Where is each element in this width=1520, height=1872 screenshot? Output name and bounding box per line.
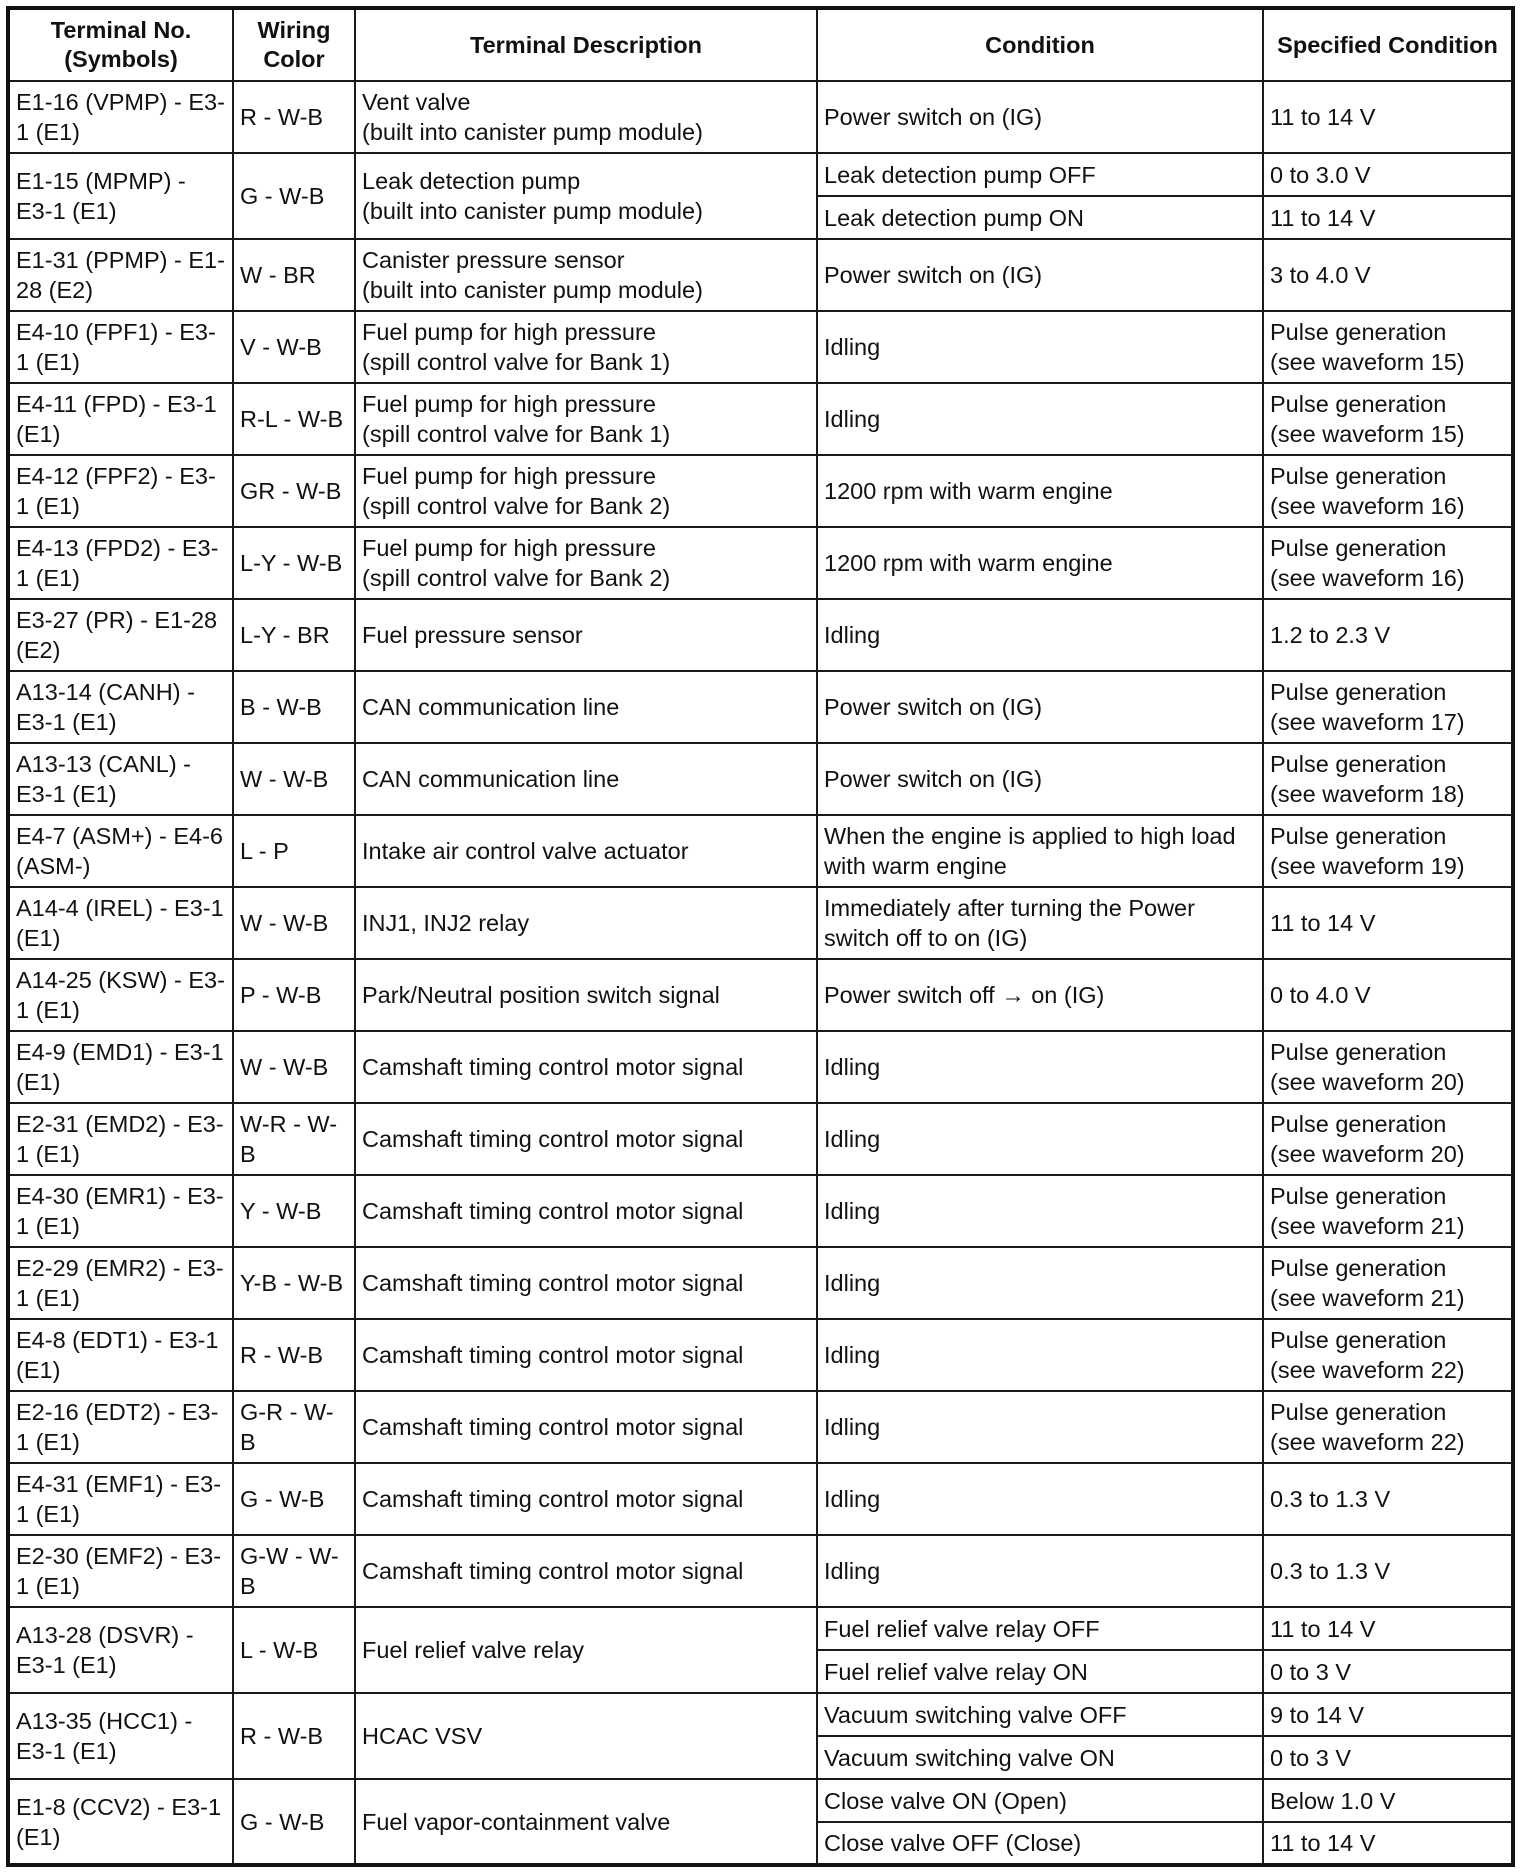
condition-cell: Power switch on (IG) xyxy=(817,239,1263,311)
condition-cell: Fuel relief valve relay ON xyxy=(817,1650,1263,1693)
description-cell: Camshaft timing control motor signal xyxy=(355,1247,817,1319)
terminal-table-sheet xyxy=(6,6,1515,1867)
condition-cell: When the engine is applied to high load with warm engine xyxy=(817,815,1263,887)
condition-cell: Idling xyxy=(817,1319,1263,1391)
specified-condition-cell: Pulse generation (see waveform 15) xyxy=(1263,383,1513,455)
condition-cell: 1200 rpm with warm engine xyxy=(817,527,1263,599)
wiring-color-cell: W-R - W-B xyxy=(233,1103,355,1175)
table-row xyxy=(8,1103,1513,1175)
description-cell: Camshaft timing control motor signal xyxy=(355,1535,817,1607)
specified-condition-cell: 11 to 14 V xyxy=(1263,887,1513,959)
table-row xyxy=(8,455,1513,527)
terminal-cell: E4-10 (FPF1) - E3-1 (E1) xyxy=(8,311,233,383)
header-condition: Condition xyxy=(817,8,1263,81)
wiring-color-cell: G-W - W-B xyxy=(233,1535,355,1607)
wiring-color-cell: L-Y - BR xyxy=(233,599,355,671)
condition-cell: Power switch on (IG) xyxy=(817,671,1263,743)
description-cell: Park/Neutral position switch signal xyxy=(355,959,817,1031)
condition-cell: Idling xyxy=(817,1391,1263,1463)
specified-condition-cell: 0 to 3 V xyxy=(1263,1650,1513,1693)
wiring-color-cell: B - W-B xyxy=(233,671,355,743)
specified-condition-cell: Pulse generation (see waveform 16) xyxy=(1263,455,1513,527)
description-cell: Camshaft timing control motor signal xyxy=(355,1319,817,1391)
table-row xyxy=(8,1463,1513,1535)
table-row xyxy=(8,1391,1513,1463)
specified-condition-cell: Pulse generation (see waveform 22) xyxy=(1263,1391,1513,1463)
condition-cell: Leak detection pump ON xyxy=(817,196,1263,239)
description-cell: Camshaft timing control motor signal xyxy=(355,1103,817,1175)
wiring-color-cell: W - BR xyxy=(233,239,355,311)
wiring-color-cell: R - W-B xyxy=(233,1693,355,1779)
table-row xyxy=(8,239,1513,311)
header-terminal: Terminal No. (Symbols) xyxy=(8,8,233,81)
terminal-cell: E4-12 (FPF2) - E3-1 (E1) xyxy=(8,455,233,527)
terminal-cell: E1-8 (CCV2) - E3-1 (E1) xyxy=(8,1779,233,1865)
table-row xyxy=(8,153,1513,196)
description-cell: CAN communication line xyxy=(355,671,817,743)
specified-condition-cell: Pulse generation (see waveform 16) xyxy=(1263,527,1513,599)
table-row xyxy=(8,815,1513,887)
description-cell: Leak detection pump (built into canister pump module) xyxy=(355,153,817,239)
terminal-cell: E2-16 (EDT2) - E3-1 (E1) xyxy=(8,1391,233,1463)
specified-condition-cell: Pulse generation (see waveform 20) xyxy=(1263,1031,1513,1103)
terminal-cell: A14-4 (IREL) - E3-1 (E1) xyxy=(8,887,233,959)
wiring-color-cell: Y-B - W-B xyxy=(233,1247,355,1319)
terminal-cell: E4-11 (FPD) - E3-1 (E1) xyxy=(8,383,233,455)
table-body xyxy=(8,81,1513,1865)
wiring-color-cell: W - W-B xyxy=(233,1031,355,1103)
table-row xyxy=(8,311,1513,383)
terminal-cell: E4-9 (EMD1) - E3-1 (E1) xyxy=(8,1031,233,1103)
wiring-color-cell: Y - W-B xyxy=(233,1175,355,1247)
condition-cell: Idling xyxy=(817,1463,1263,1535)
wiring-color-cell: W - W-B xyxy=(233,743,355,815)
wiring-color-cell: R - W-B xyxy=(233,81,355,153)
table-row xyxy=(8,527,1513,599)
condition-cell: Immediately after turning the Power switch off to on (IG) xyxy=(817,887,1263,959)
specified-condition-cell: Pulse generation (see waveform 21) xyxy=(1263,1175,1513,1247)
table-row xyxy=(8,1607,1513,1650)
table-row xyxy=(8,1175,1513,1247)
header-specified-condition: Specified Condition xyxy=(1263,8,1513,81)
table-row xyxy=(8,887,1513,959)
table-row xyxy=(8,671,1513,743)
condition-cell: Idling xyxy=(817,1175,1263,1247)
condition-cell: Close valve ON (Open) xyxy=(817,1779,1263,1822)
wiring-color-cell: L-Y - W-B xyxy=(233,527,355,599)
specified-condition-cell: 0.3 to 1.3 V xyxy=(1263,1535,1513,1607)
description-cell: Fuel pressure sensor xyxy=(355,599,817,671)
terminal-cell: E4-31 (EMF1) - E3-1 (E1) xyxy=(8,1463,233,1535)
terminal-cell: E2-30 (EMF2) - E3-1 (E1) xyxy=(8,1535,233,1607)
table-row xyxy=(8,1779,1513,1822)
table-row xyxy=(8,1319,1513,1391)
wiring-color-cell: GR - W-B xyxy=(233,455,355,527)
wiring-color-cell: V - W-B xyxy=(233,311,355,383)
specified-condition-cell: 11 to 14 V xyxy=(1263,1822,1513,1865)
condition-cell: Vacuum switching valve ON xyxy=(817,1736,1263,1779)
description-cell: HCAC VSV xyxy=(355,1693,817,1779)
header-row xyxy=(8,8,1513,81)
terminal-cell: E1-15 (MPMP) - E3-1 (E1) xyxy=(8,153,233,239)
terminal-cell: E4-8 (EDT1) - E3-1 (E1) xyxy=(8,1319,233,1391)
table-row xyxy=(8,1031,1513,1103)
specified-condition-cell: 0 to 4.0 V xyxy=(1263,959,1513,1031)
wiring-color-cell: W - W-B xyxy=(233,887,355,959)
terminal-cell: A13-35 (HCC1) - E3-1 (E1) xyxy=(8,1693,233,1779)
table-row xyxy=(8,1247,1513,1319)
description-cell: Fuel pump for high pressure (spill control valve for Bank 1) xyxy=(355,383,817,455)
description-cell: Fuel pump for high pressure (spill control valve for Bank 2) xyxy=(355,527,817,599)
condition-cell: Vacuum switching valve OFF xyxy=(817,1693,1263,1736)
specified-condition-cell: Below 1.0 V xyxy=(1263,1779,1513,1822)
specified-condition-cell: Pulse generation (see waveform 18) xyxy=(1263,743,1513,815)
condition-cell: Power switch on (IG) xyxy=(817,743,1263,815)
terminal-cell: E4-13 (FPD2) - E3-1 (E1) xyxy=(8,527,233,599)
specified-condition-cell: Pulse generation (see waveform 19) xyxy=(1263,815,1513,887)
specified-condition-cell: 11 to 14 V xyxy=(1263,1607,1513,1650)
specified-condition-cell: Pulse generation (see waveform 20) xyxy=(1263,1103,1513,1175)
terminal-table xyxy=(6,6,1515,1867)
condition-cell: Idling xyxy=(817,1103,1263,1175)
description-cell: Camshaft timing control motor signal xyxy=(355,1463,817,1535)
table-row xyxy=(8,599,1513,671)
wiring-color-cell: R-L - W-B xyxy=(233,383,355,455)
specified-condition-cell: 0.3 to 1.3 V xyxy=(1263,1463,1513,1535)
header-wiring-color: Wiring Color xyxy=(233,8,355,81)
table-row xyxy=(8,959,1513,1031)
condition-cell: Idling xyxy=(817,1031,1263,1103)
wiring-color-cell: G - W-B xyxy=(233,1463,355,1535)
terminal-cell: A14-25 (KSW) - E3-1 (E1) xyxy=(8,959,233,1031)
description-cell: Vent valve (built into canister pump module) xyxy=(355,81,817,153)
table-row xyxy=(8,383,1513,455)
terminal-cell: A13-13 (CANL) - E3-1 (E1) xyxy=(8,743,233,815)
specified-condition-cell: 3 to 4.0 V xyxy=(1263,239,1513,311)
condition-cell: Leak detection pump OFF xyxy=(817,153,1263,196)
wiring-color-cell: L - P xyxy=(233,815,355,887)
condition-cell: Idling xyxy=(817,383,1263,455)
description-cell: Fuel relief valve relay xyxy=(355,1607,817,1693)
wiring-color-cell: P - W-B xyxy=(233,959,355,1031)
description-cell: Camshaft timing control motor signal xyxy=(355,1175,817,1247)
terminal-cell: E4-7 (ASM+) - E4-6 (ASM-) xyxy=(8,815,233,887)
specified-condition-cell: Pulse generation (see waveform 22) xyxy=(1263,1319,1513,1391)
description-cell: Camshaft timing control motor signal xyxy=(355,1391,817,1463)
terminal-cell: E3-27 (PR) - E1-28 (E2) xyxy=(8,599,233,671)
condition-cell: Idling xyxy=(817,599,1263,671)
terminal-cell: A13-14 (CANH) - E3-1 (E1) xyxy=(8,671,233,743)
table-row xyxy=(8,1535,1513,1607)
wiring-color-cell: G - W-B xyxy=(233,153,355,239)
specified-condition-cell: Pulse generation (see waveform 17) xyxy=(1263,671,1513,743)
condition-cell: Power switch off → on (IG) xyxy=(817,959,1263,1031)
table-row xyxy=(8,743,1513,815)
condition-cell: Idling xyxy=(817,1535,1263,1607)
wiring-color-cell: G-R - W-B xyxy=(233,1391,355,1463)
terminal-cell: A13-28 (DSVR) - E3-1 (E1) xyxy=(8,1607,233,1693)
specified-condition-cell: Pulse generation (see waveform 15) xyxy=(1263,311,1513,383)
wiring-color-cell: G - W-B xyxy=(233,1779,355,1865)
specified-condition-cell: 11 to 14 V xyxy=(1263,81,1513,153)
specified-condition-cell: 9 to 14 V xyxy=(1263,1693,1513,1736)
description-cell: Fuel pump for high pressure (spill control valve for Bank 2) xyxy=(355,455,817,527)
specified-condition-cell: Pulse generation (see waveform 21) xyxy=(1263,1247,1513,1319)
condition-cell: Close valve OFF (Close) xyxy=(817,1822,1263,1865)
description-cell: Canister pressure sensor (built into canister pump module) xyxy=(355,239,817,311)
table-row xyxy=(8,81,1513,153)
specified-condition-cell: 11 to 14 V xyxy=(1263,196,1513,239)
description-cell: Camshaft timing control motor signal xyxy=(355,1031,817,1103)
terminal-cell: E4-30 (EMR1) - E3-1 (E1) xyxy=(8,1175,233,1247)
header-terminal-description: Terminal Description xyxy=(355,8,817,81)
specified-condition-cell: 1.2 to 2.3 V xyxy=(1263,599,1513,671)
condition-cell: Power switch on (IG) xyxy=(817,81,1263,153)
terminal-cell: E2-29 (EMR2) - E3-1 (E1) xyxy=(8,1247,233,1319)
condition-cell: Idling xyxy=(817,1247,1263,1319)
condition-cell: 1200 rpm with warm engine xyxy=(817,455,1263,527)
description-cell: Intake air control valve actuator xyxy=(355,815,817,887)
terminal-cell: E1-16 (VPMP) - E3-1 (E1) xyxy=(8,81,233,153)
terminal-cell: E2-31 (EMD2) - E3-1 (E1) xyxy=(8,1103,233,1175)
description-cell: INJ1, INJ2 relay xyxy=(355,887,817,959)
specified-condition-cell: 0 to 3 V xyxy=(1263,1736,1513,1779)
description-cell: Fuel pump for high pressure (spill control valve for Bank 1) xyxy=(355,311,817,383)
table-row xyxy=(8,1693,1513,1736)
description-cell: Fuel vapor-containment valve xyxy=(355,1779,817,1865)
description-cell: CAN communication line xyxy=(355,743,817,815)
wiring-color-cell: R - W-B xyxy=(233,1319,355,1391)
specified-condition-cell: 0 to 3.0 V xyxy=(1263,153,1513,196)
condition-cell: Idling xyxy=(817,311,1263,383)
condition-cell: Fuel relief valve relay OFF xyxy=(817,1607,1263,1650)
wiring-color-cell: L - W-B xyxy=(233,1607,355,1693)
terminal-cell: E1-31 (PPMP) - E1-28 (E2) xyxy=(8,239,233,311)
